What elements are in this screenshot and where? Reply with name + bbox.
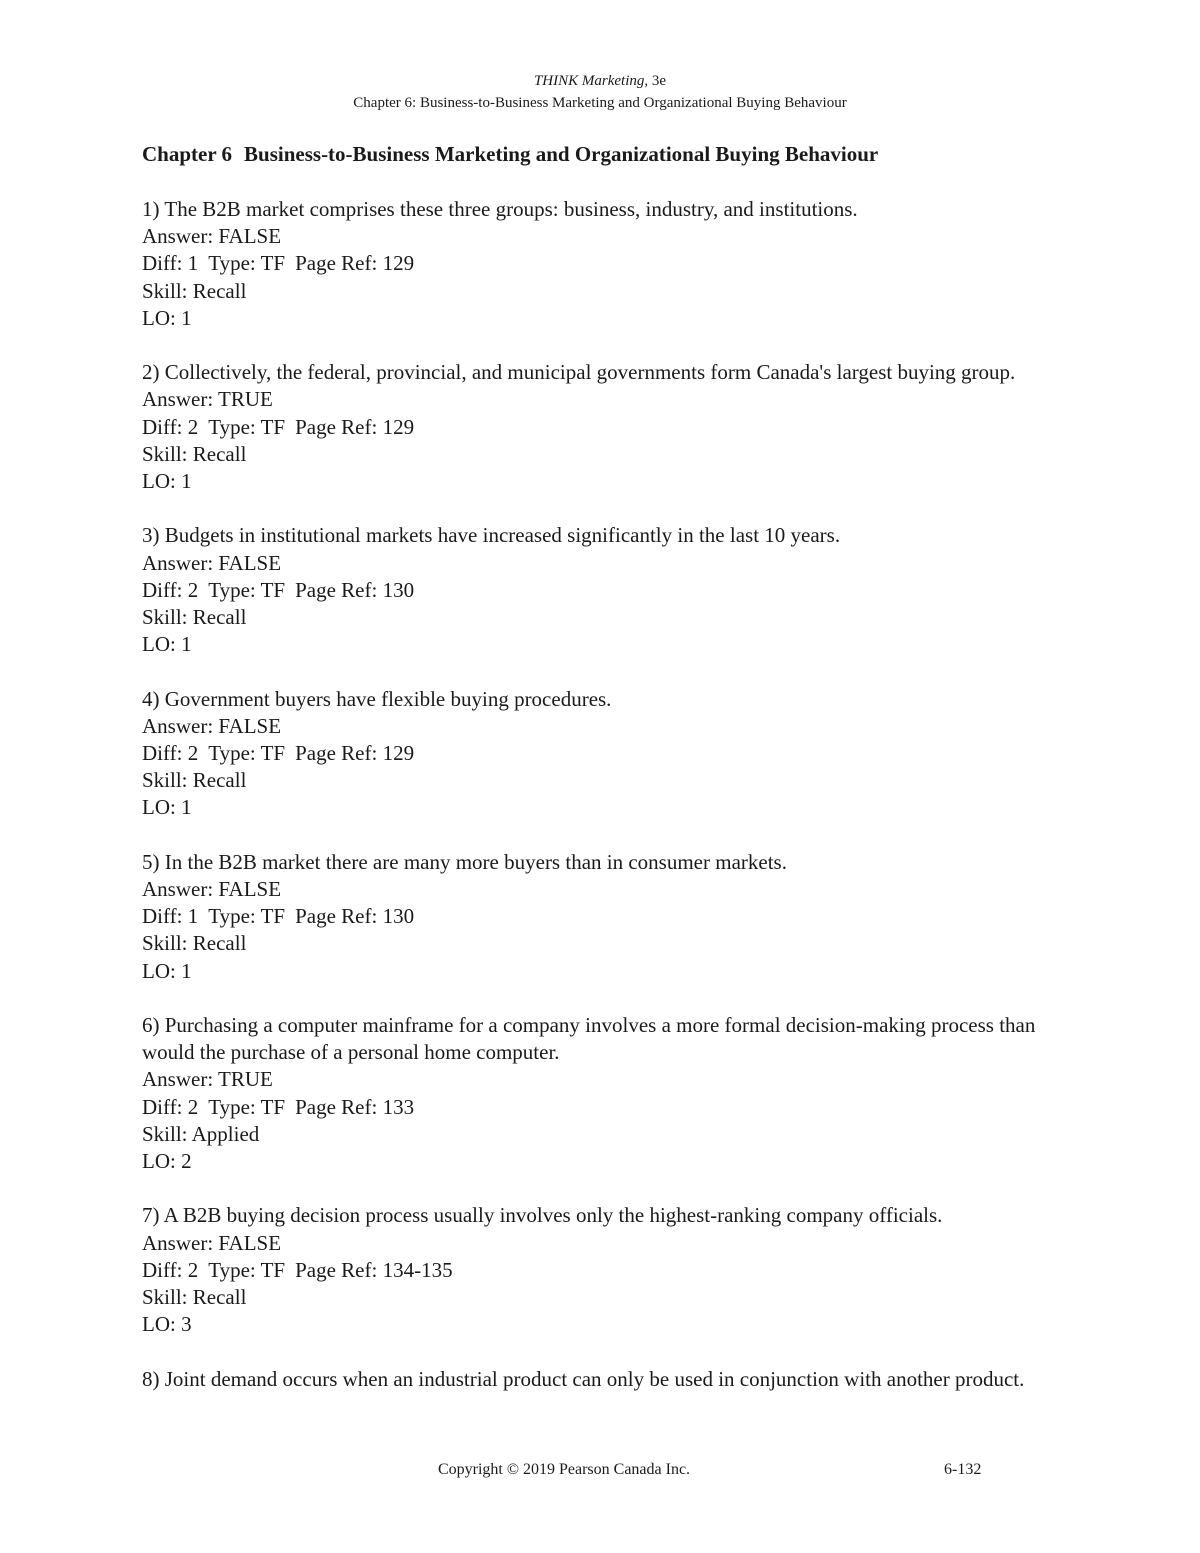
question-lo: LO: 1 xyxy=(142,632,192,657)
question-type: Type: TF xyxy=(208,414,286,439)
question-diff: Diff: 1 xyxy=(142,251,199,276)
header-chapter-line: Chapter 6: Business-to-Business Marketing and Organizational Buying Behaviour xyxy=(353,95,847,111)
question-page-ref: Page Ref: 129 xyxy=(295,414,415,439)
question-diff: Diff: 1 xyxy=(142,904,199,929)
footer-copyright: Copyright © 2019 Pearson Canada Inc. xyxy=(437,1461,691,1478)
question-list xyxy=(142,196,1062,1420)
question-lo: LO: 3 xyxy=(142,1312,192,1337)
question-diff: Diff: 2 xyxy=(142,577,199,602)
question-diff: Diff: 2 xyxy=(142,741,199,766)
question-skill: Skill: Recall xyxy=(142,768,247,793)
question-answer: Answer: TRUE xyxy=(142,387,273,412)
question-answer: Answer: FALSE xyxy=(142,550,282,575)
question-text: 8) Joint demand occurs when an industrial product can only be used in conjunction with another product. xyxy=(142,1366,1025,1391)
question-answer: Answer: FALSE xyxy=(142,1230,282,1255)
question-item xyxy=(142,1202,1062,1338)
question-text: 2) Collectively, the federal, provincial, and municipal governments form Canada's largest buying group. xyxy=(142,360,1016,385)
question-text: 6) Purchasing a computer mainframe for a company involves a more formal decision-making process than would the purchase of a personal home computer. xyxy=(142,1013,1036,1065)
running-header xyxy=(0,70,1200,114)
question-lo: LO: 1 xyxy=(142,958,192,983)
question-diff: Diff: 2 xyxy=(142,1094,199,1119)
question-text: 3) Budgets in institutional markets have increased significantly in the last 10 years. xyxy=(142,523,841,548)
question-page-ref: Page Ref: 134-135 xyxy=(295,1257,453,1282)
question-type: Type: TF xyxy=(208,741,286,766)
question-type: Type: TF xyxy=(208,904,286,929)
question-text: 1) The B2B market comprises these three groups: business, industry, and institutions. xyxy=(142,197,858,221)
question-text: 7) A B2B buying decision process usually involves only the highest-ranking company officials. xyxy=(142,1203,943,1228)
question-skill: Skill: Recall xyxy=(142,1285,247,1310)
footer-page-number: 6-132 xyxy=(944,1461,982,1478)
question-type: Type: TF xyxy=(208,251,286,276)
question-type: Type: TF xyxy=(208,1257,286,1282)
question-skill: Skill: Applied xyxy=(142,1121,260,1146)
question-item xyxy=(142,196,1062,332)
header-book-title: THINK Marketing xyxy=(533,73,645,89)
question-item xyxy=(142,849,1062,985)
question-meta xyxy=(142,740,1062,767)
question-meta xyxy=(142,414,1062,441)
chapter-heading xyxy=(142,142,878,167)
question-page-ref: Page Ref: 133 xyxy=(295,1094,415,1119)
question-answer: Answer: TRUE xyxy=(142,1067,273,1092)
header-edition: , 3e xyxy=(644,73,667,89)
question-meta xyxy=(142,1257,1062,1284)
question-lo: LO: 2 xyxy=(142,1149,192,1174)
question-page-ref: Page Ref: 129 xyxy=(295,741,415,766)
question-item xyxy=(142,1366,1062,1393)
question-diff: Diff: 2 xyxy=(142,414,199,439)
question-lo: LO: 1 xyxy=(142,469,192,494)
question-answer: Answer: FALSE xyxy=(142,877,282,902)
question-item xyxy=(142,686,1062,822)
question-skill: Skill: Recall xyxy=(142,278,247,303)
question-item xyxy=(142,1012,1062,1175)
question-meta xyxy=(142,577,1062,604)
question-diff: Diff: 2 xyxy=(142,1257,199,1282)
question-skill: Skill: Recall xyxy=(142,441,247,466)
question-lo: LO: 1 xyxy=(142,795,192,820)
question-text: 4) Government buyers have flexible buying procedures. xyxy=(142,686,612,711)
header-book-line xyxy=(0,70,1200,92)
question-meta xyxy=(142,250,1062,277)
question-page-ref: Page Ref: 130 xyxy=(295,577,415,602)
question-meta xyxy=(142,1094,1062,1121)
question-meta xyxy=(142,903,1062,930)
question-lo: LO: 1 xyxy=(142,305,192,330)
question-item xyxy=(142,359,1062,495)
question-skill: Skill: Recall xyxy=(142,605,247,630)
question-text: 5) In the B2B market there are many more buyers than in consumer markets. xyxy=(142,849,787,874)
question-answer: Answer: FALSE xyxy=(142,713,282,738)
question-type: Type: TF xyxy=(208,577,286,602)
question-page-ref: Page Ref: 129 xyxy=(295,251,415,276)
chapter-number: Chapter 6 xyxy=(142,142,233,166)
question-answer: Answer: FALSE xyxy=(142,224,282,249)
question-skill: Skill: Recall xyxy=(142,931,247,956)
question-type: Type: TF xyxy=(208,1094,286,1119)
chapter-title: Business-to-Business Marketing and Organizational Buying Behaviour xyxy=(244,142,879,166)
question-item xyxy=(142,522,1062,658)
question-page-ref: Page Ref: 130 xyxy=(295,904,415,929)
